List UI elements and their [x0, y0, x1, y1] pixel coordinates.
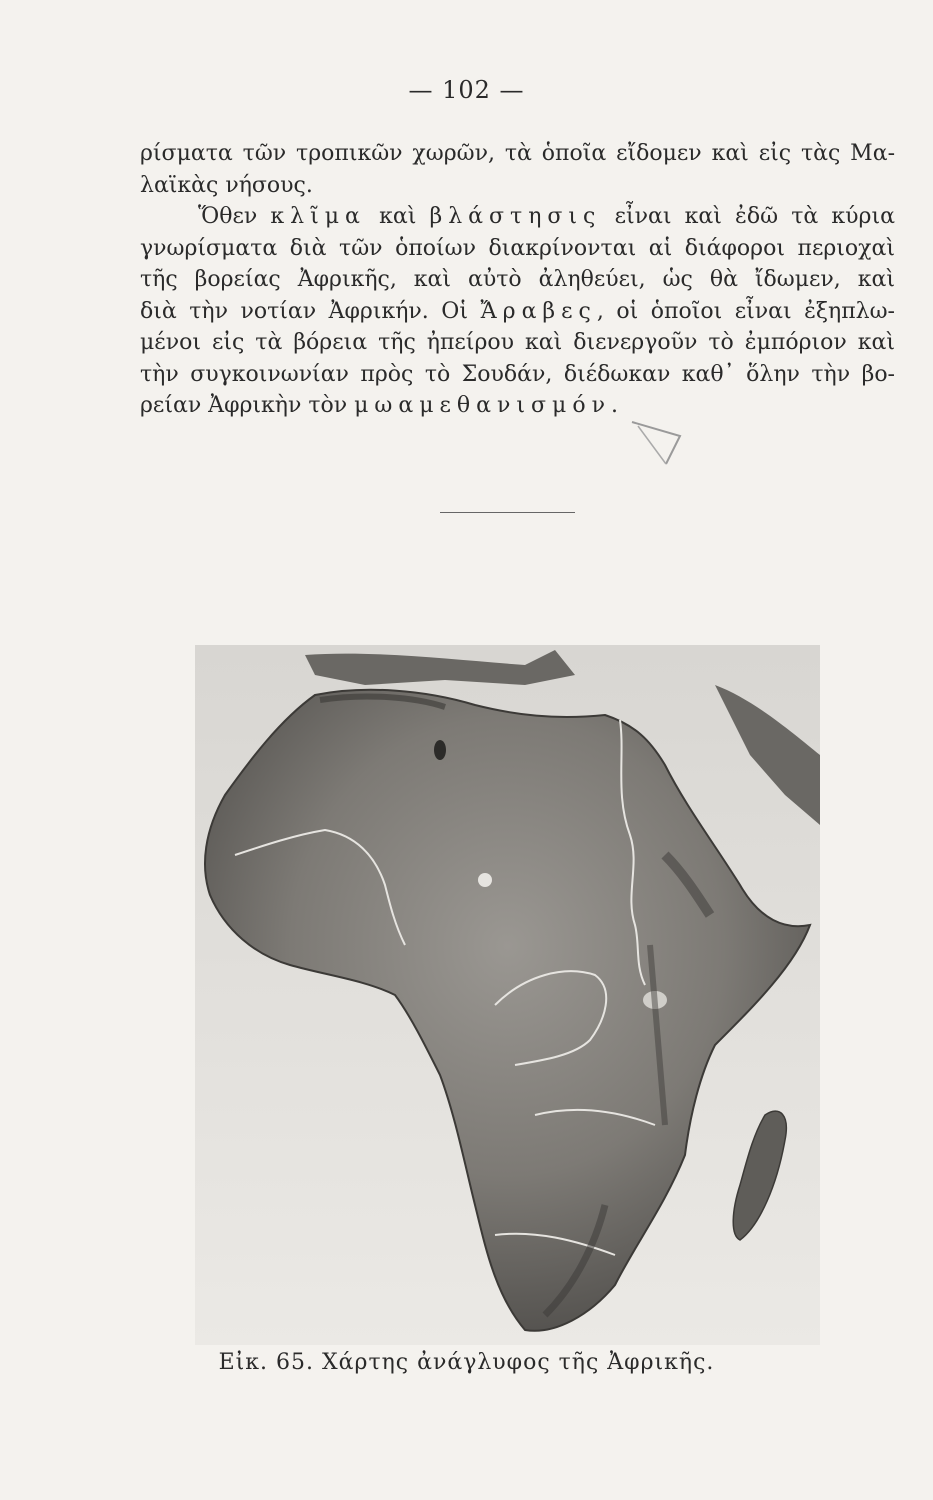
page-number: — 102 —	[408, 76, 525, 104]
text-line-8: τὴν συγκοινωνίαν πρὸς τὸ Σουδάν, διέδωκαν καθ᾽ ὅλην τὴν βο-	[140, 361, 895, 387]
spaced-word-moamethanismon: μωαμεθανισμόν	[354, 393, 611, 418]
ahaggar-spot	[434, 740, 446, 760]
figure-caption: Εἰκ. 65. Χάρτης ἀνάγλυφος τῆς Ἀφρικῆς.	[218, 1350, 715, 1375]
text-line-9: ρείαν Ἀφρικὴν τὸν μωαμεθανισμόν.	[140, 393, 618, 418]
body-text	[140, 138, 895, 422]
spaced-word-klima: κλῖμα	[270, 204, 366, 229]
text-line-6: διὰ τὴν νοτίαν Ἀφρικήν. Οἱ Ἄραβες, οἱ ὁποῖοι εἶναι ἐξηπλω-	[140, 298, 895, 324]
text-line-1: ρίσματα τῶν τροπικῶν χωρῶν, τὰ ὁποῖα εἴδομεν καὶ εἰς τὰς Μα-	[140, 141, 895, 166]
text-line-2: λαϊκὰς νήσους.	[140, 172, 313, 198]
text-line-3: Ὅθεν κλῖμα καὶ βλάστησις εἶναι καὶ ἐδῶ τὰ κύρια	[198, 204, 895, 229]
lake-chad	[478, 873, 492, 887]
spaced-word-vlastisis: βλάστησις	[429, 204, 602, 229]
pencil-mark-icon	[628, 414, 688, 469]
africa-relief-map	[195, 645, 820, 1345]
text-line-5: τῆς βορείας Ἀφρικῆς, καὶ αὐτὸ ἀληθεύει, ὡς θὰ ἴδωμεν, καὶ	[140, 267, 895, 292]
divider-rule	[440, 512, 575, 513]
text-line-4: γνωρίσματα διὰ τῶν ὁποίων διακρίνονται αἱ διάφοροι περιοχαὶ	[140, 235, 895, 261]
spaced-word-arabes: Ἄραβες	[480, 298, 597, 324]
text-line-7: μένοι εἰς τὰ βόρεια τῆς ἠπείρου καὶ διενεργοῦν τὸ ἐμπόριον καὶ	[140, 330, 895, 355]
africa-map-illustration	[195, 645, 820, 1345]
